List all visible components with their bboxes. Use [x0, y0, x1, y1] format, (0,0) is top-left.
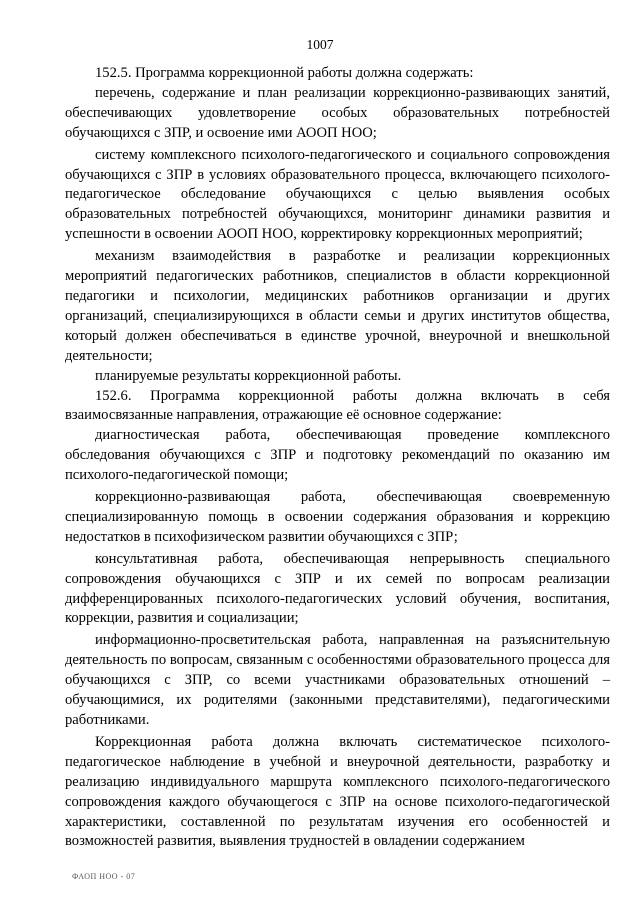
- paragraph-list-item: систему комплексного психолого-педагогического и социального сопровождения обучающихся с ЗПР в условиях образовательного процесса, включающего психолого-педагогическое обследование обучающихся с целью выявления особых образовательных потребностей обучающихся, мониторинг динамики развития и успешности в освоении АООП НОО, корректировку коррекционных мероприятий;: [65, 146, 610, 243]
- page-number: 1007: [306, 37, 334, 52]
- paragraph-list-item: планируемые результаты коррекционной работы.: [95, 367, 402, 384]
- paragraph-152-6-heading: 152.6. Программа коррекционной работы должна включать в себя взаимосвязанные направления, отражающие её основное содержание:: [65, 387, 610, 424]
- footer-mark: ФАОП НОО - 07: [72, 872, 136, 881]
- paragraph-list-item: механизм взаимодействия в разработке и реализации коррекционных мероприятий педагогических работников, специалистов в области коррекционной педагогики и психологии, медицинских работников организации и других организаций, специализирующихся в области семьи и других институтов общества, который должен обеспечиваться в единстве урочной, внеурочной и внешкольной деятельности;: [65, 248, 610, 364]
- document-body: [65, 64, 610, 852]
- paragraph-152-5-heading: 152.5. Программа коррекционной работы должна содержать:: [95, 65, 474, 81]
- paragraph-correction-work: Коррекционная работа должна включать систематическое психолого-педагогическое наблюдение в учебной и внеурочной деятельности, разработку и реализацию индивидуального маршрута комплексного психолого-педагогического сопровождения каждого обучающегося с ЗПР на основе психолого-педагогической характеристики, составленной по результатам изучения его особенностей и возможностей развития, выявления трудностей в овладении содержанием: [65, 733, 610, 850]
- paragraph-list-item: диагностическая работа, обеспечивающая проведение комплексного обследования обучающихся с ЗПР и подготовку рекомендаций по оказанию им психолого-педагогической помощи;: [65, 427, 610, 484]
- paragraph-list-item: консультативная работа, обеспечивающая непрерывность специального сопровождения обучающихся с ЗПР и их семей по вопросам реализации дифференцированных психолого-педагогических условий обучения, воспитания, коррекции, развития и социализации;: [65, 550, 610, 627]
- paragraph-list-item: коррекционно-развивающая работа, обеспечивающая своевременную специализированную помощь в освоении содержания образования и коррекцию недостатков в психофизическом развитии обучающихся с ЗПР;: [65, 489, 610, 545]
- paragraph-list-item: информационно-просветительская работа, направленная на разъяснительную деятельность по вопросам, связанным с особенностями образовательного процесса для обучающихся с ЗПР, со всеми участниками образовательных отношений – обучающимися, их родителями (законными представителями), педагогическими работниками.: [65, 632, 610, 728]
- paragraph-list-item: перечень, содержание и план реализации коррекционно-развивающих занятий, обеспечивающих удовлетворение особых образовательных потребностей обучающихся с ЗПР, и освоение ими АООП НОО;: [65, 84, 610, 141]
